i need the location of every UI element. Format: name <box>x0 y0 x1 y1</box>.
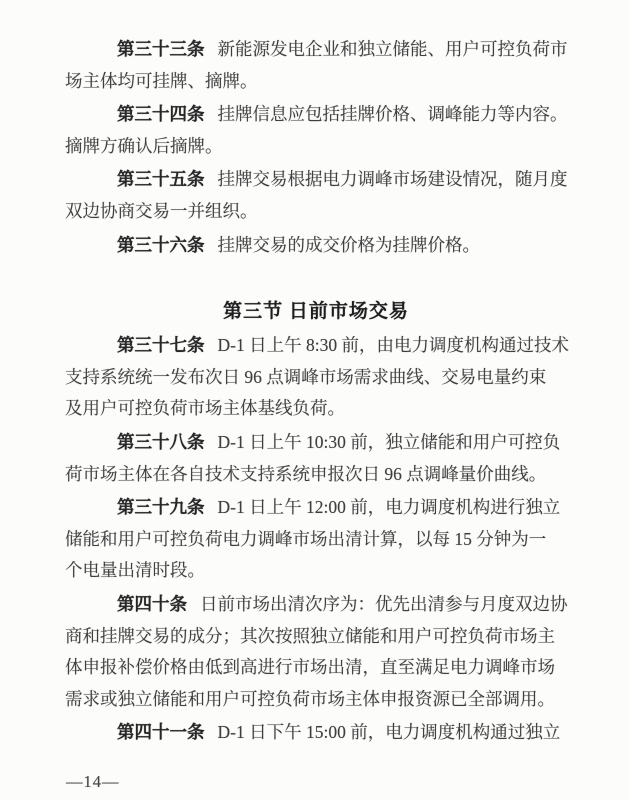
document-body <box>65 34 567 751</box>
article-line: 支持系统统一发布次日 96 点调峰市场需求曲线、交易电量约束 <box>65 366 547 387</box>
page-number: —14— <box>66 772 120 791</box>
article-number: 第四十条 <box>117 593 187 614</box>
article-number: 第三十九条 <box>117 497 205 518</box>
article-number: 第三十八条 <box>117 431 205 452</box>
article-line: 摘牌方确认后摘牌。 <box>65 135 223 156</box>
article-line: 及用户可控负荷市场主体基线负荷。 <box>65 398 345 419</box>
article-line: D-1 日上午 10:30 前，独立储能和用户可控负 <box>217 431 561 452</box>
article-line: D-1 日下午 15:00 前，电力调度机构通过独立 <box>217 722 561 743</box>
article-number: 第三十三条 <box>117 39 205 59</box>
article-line: 体申报补偿价格由低到高进行市场出清，直至满足电力调峰市场 <box>65 657 555 678</box>
article-paragraph <box>65 492 567 587</box>
article-line: D-1 日上午 8:30 前，由电力调度机构通过技术 <box>217 335 569 356</box>
article-number: 第三十四条 <box>117 104 205 125</box>
article-line: 挂牌交易的成交价格为挂牌价格。 <box>217 234 480 255</box>
article-number: 第三十五条 <box>117 169 205 190</box>
article-line: 新能源发电企业和独立储能、用户可控负荷市 <box>217 39 568 59</box>
article-line: 商和挂牌交易的成分；其次按照独立储能和用户可控负荷市场主 <box>65 625 555 646</box>
article-paragraph <box>65 717 567 749</box>
article-line: 挂牌交易根据电力调峰市场建设情况，随月度 <box>217 169 568 190</box>
article-line: 储能和用户可控负荷电力调峰市场出清计算，以每 15 分钟为一 <box>65 528 547 549</box>
article-line: 日前市场出清次序为：优先出清参与月度双边协 <box>200 593 568 614</box>
article-line: 双边协商交易一并组织。 <box>65 200 258 221</box>
section-heading: 第三节 日前市场交易 <box>223 301 409 323</box>
article-paragraph <box>65 330 567 425</box>
article-line: 荷市场主体在各自技术支持系统申报次日 96 点调峰量价曲线。 <box>65 463 547 484</box>
article-paragraph <box>65 230 567 262</box>
article-number: 第三十六条 <box>117 234 205 255</box>
article-line: 挂牌信息应包括挂牌价格、调峰能力等内容。 <box>217 104 568 125</box>
article-line: 个电量出清时段。 <box>65 560 205 581</box>
article-number: 第三十七条 <box>117 335 205 356</box>
article-paragraph <box>65 164 567 227</box>
article-paragraph <box>65 34 567 97</box>
article-line: D-1 日上午 12:00 前，电力调度机构进行独立 <box>217 497 561 518</box>
article-number: 第四十一条 <box>117 722 205 743</box>
article-line: 需求或独立储能和用户可控负荷市场主体申报资源已全部调用。 <box>65 688 555 709</box>
article-line: 场主体均可挂牌、摘牌。 <box>65 70 258 91</box>
article-paragraph <box>65 589 567 715</box>
article-paragraph <box>65 99 567 162</box>
article-paragraph <box>65 427 567 490</box>
